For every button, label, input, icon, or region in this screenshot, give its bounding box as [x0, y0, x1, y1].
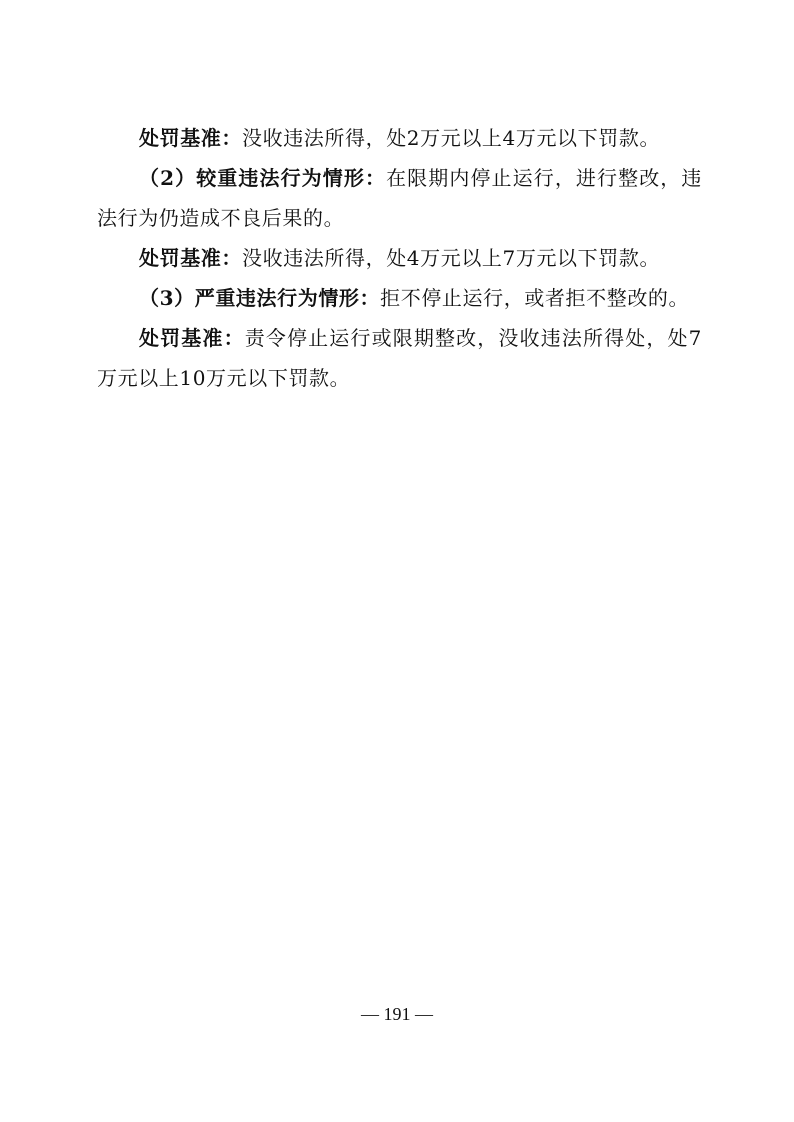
penalty-standard-paragraph-3: [97, 318, 702, 398]
document-body: [97, 118, 702, 398]
paragraph-text: 责令停止运行或限期整改，没收违法所得处，处7万元以上10万元以下罚款。: [97, 326, 703, 390]
penalty-standard-paragraph-1: [97, 118, 702, 158]
paragraph-lead: （3）严重违法行为情形：: [139, 286, 381, 310]
paragraph-lead: 处罚基准：: [139, 326, 245, 350]
paragraph-text: 没收违法所得，处4万元以上7万元以下罚款。: [242, 246, 661, 270]
penalty-standard-paragraph-2: [97, 238, 702, 278]
serious-violation-paragraph: [97, 158, 702, 238]
paragraph-text: 在限期内停止运行，进行整改，违法行为仍造成不良后果的。: [97, 166, 702, 230]
paragraph-lead: （2）较重违法行为情形：: [139, 166, 387, 190]
severe-violation-paragraph: [97, 278, 702, 318]
paragraph-lead: 处罚基准：: [139, 126, 242, 150]
paragraph-lead: 处罚基准：: [139, 246, 242, 270]
paragraph-text: 拒不停止运行，或者拒不整改的。: [380, 286, 690, 310]
paragraph-text: 没收违法所得，处2万元以上4万元以下罚款。: [242, 126, 661, 150]
page-number: — 191 —: [361, 1004, 433, 1024]
